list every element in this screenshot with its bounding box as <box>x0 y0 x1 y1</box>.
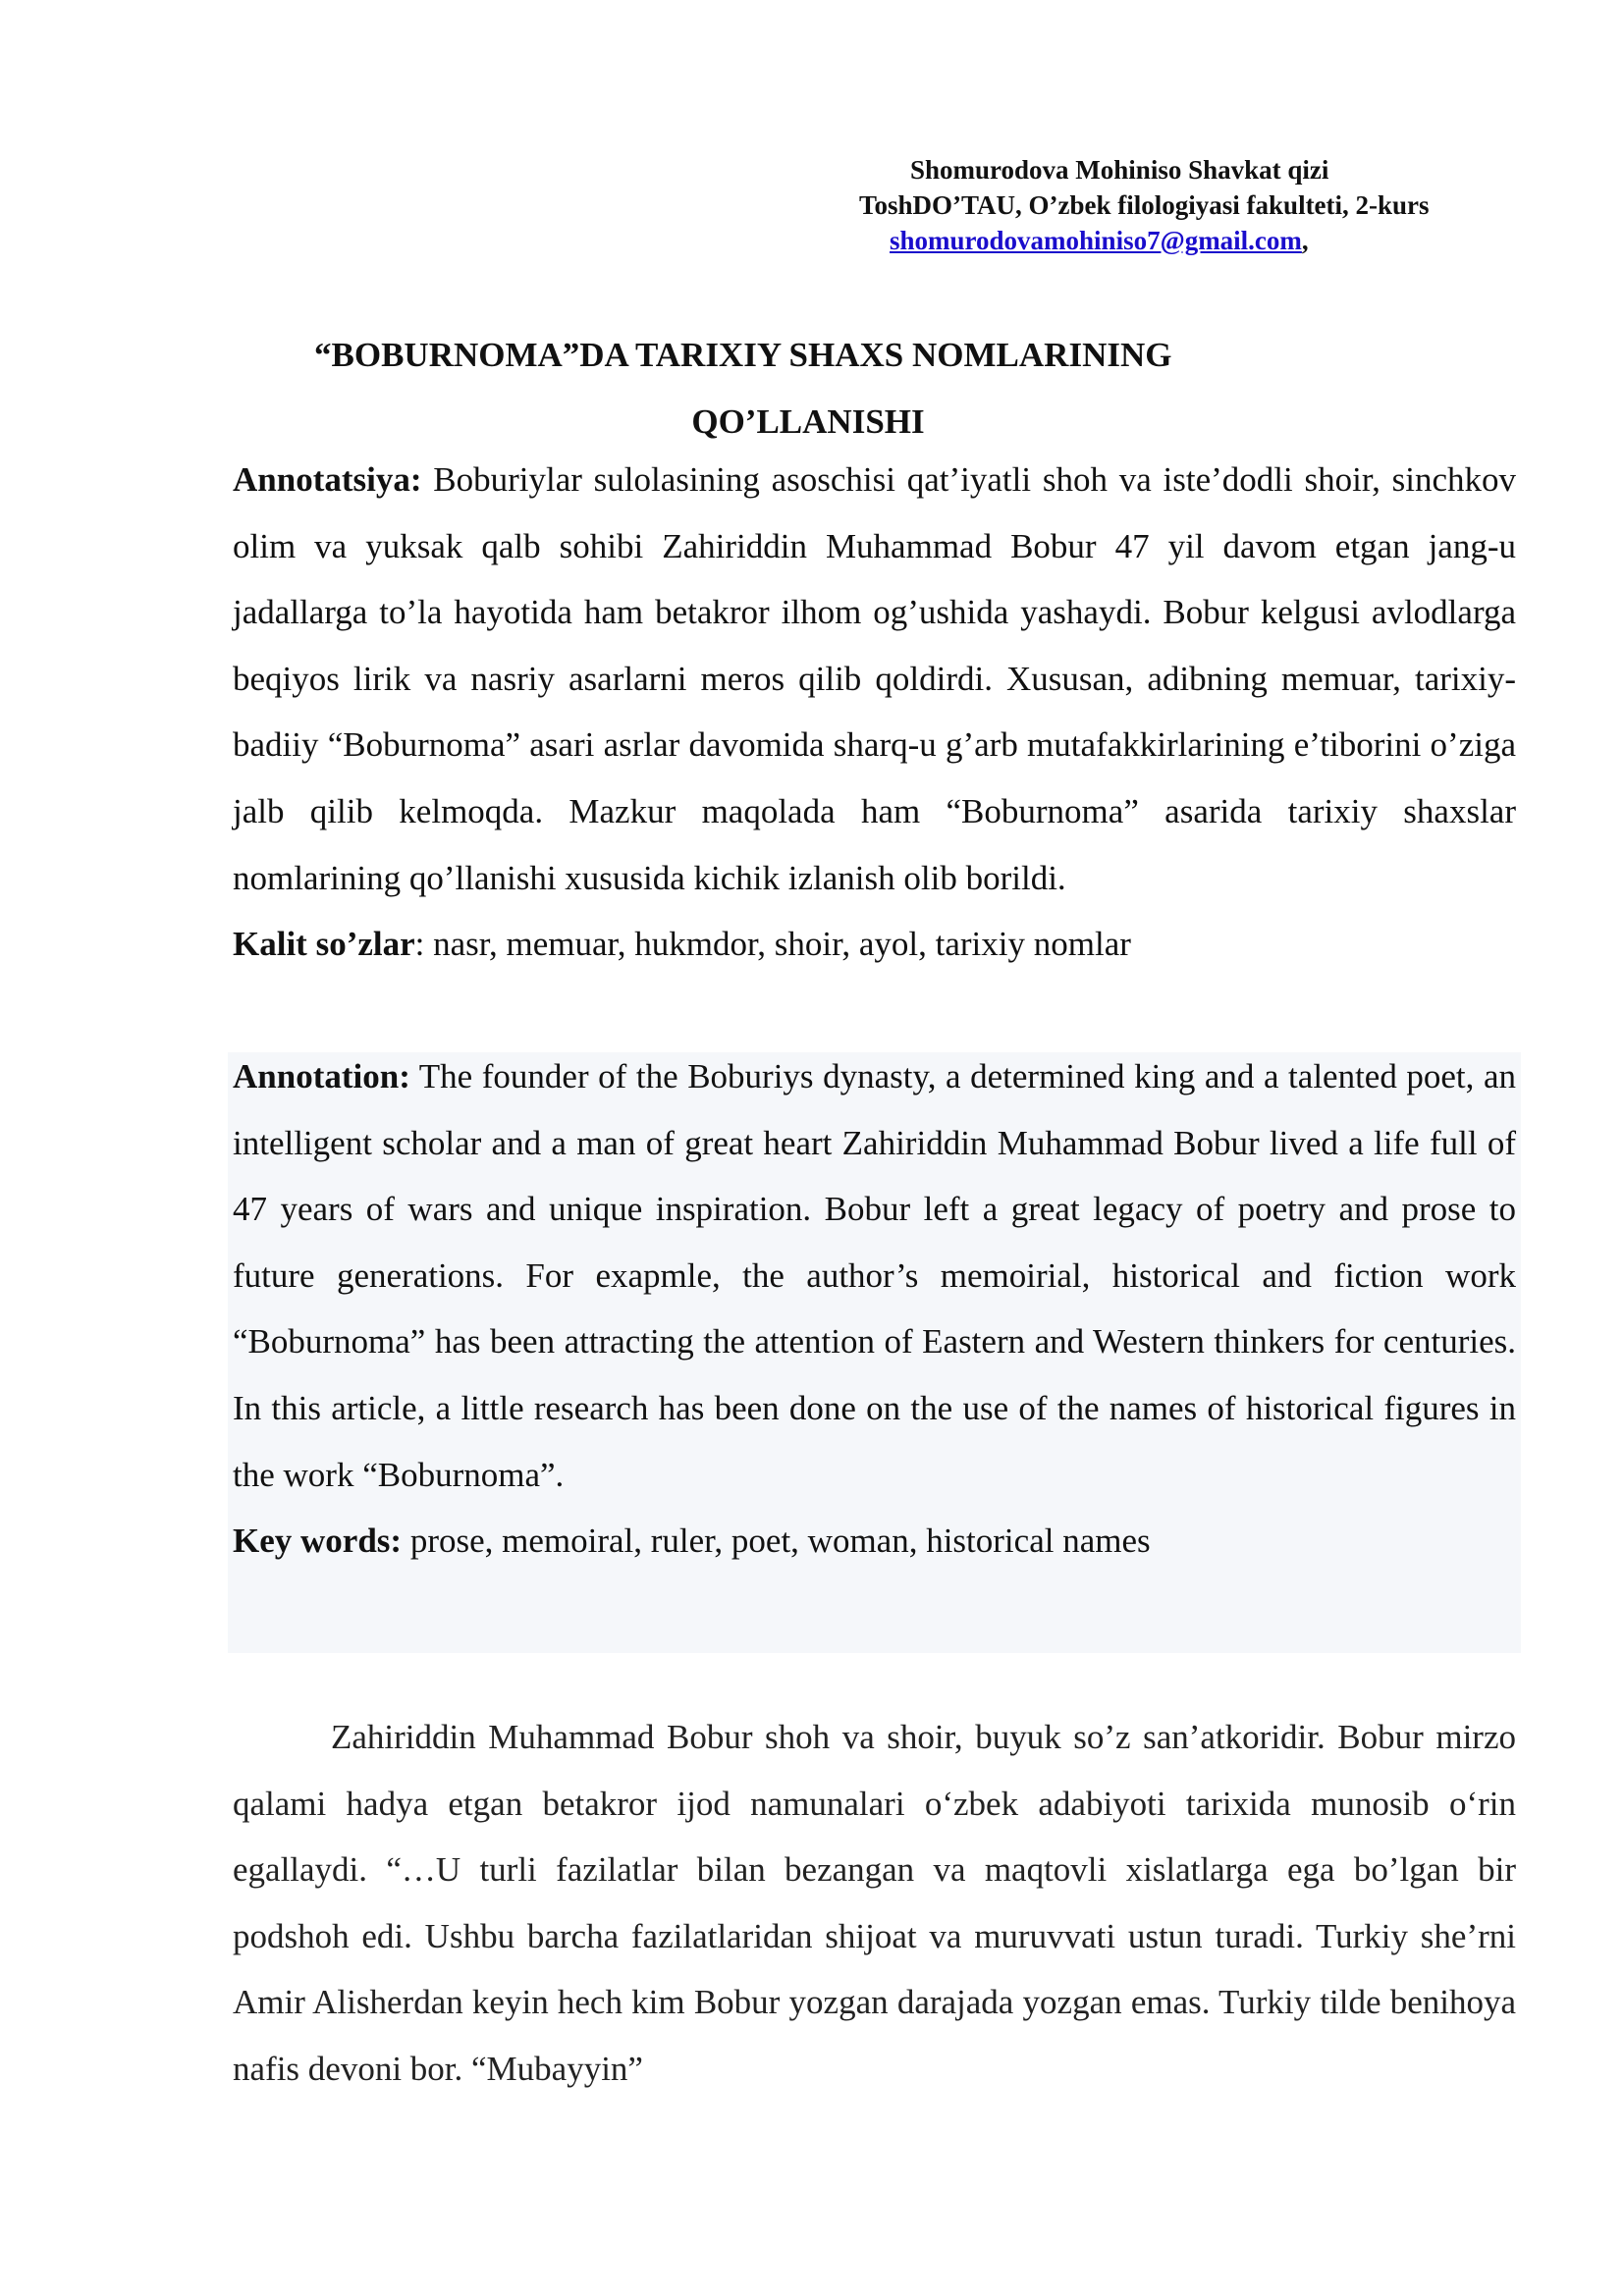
abstract-english <box>233 1043 1516 1508</box>
abstract-uzbek-section <box>233 447 1516 978</box>
article-title <box>234 322 1358 455</box>
abstract-uzbek <box>233 447 1516 911</box>
keywords-uzbek <box>233 911 1516 978</box>
keywords-uzbek-text: : nasr, memuar, hukmdor, shoir, ayol, tarixiy nomlar <box>414 925 1131 964</box>
keywords-uzbek-label: Kalit so’zlar <box>233 925 415 964</box>
abstract-english-text: The founder of the Boburiys dynasty, a determined king and a talented poet, an intelligent scholar and a man of great heart Zahiriddin Muhammad Bobur lived a life full of 47 years of wars and unique inspiration. Bobur left a great legacy of poetry and prose to future generations. For exapmle, the author’s memoirial, historical and fiction work “Boburnoma” has been attracting the attention of Eastern and Western thinkers for centuries. In this article, a little research has been done on the use of the names of historical figures in the work “Boburnoma”. <box>233 1057 1516 1494</box>
abstract-uzbek-label: Annotatsiya: <box>233 460 422 499</box>
author-affiliation: ToshDO’TAU, O’zbek filologiyasi fakulteti, 2-kurs <box>859 190 1430 220</box>
keywords-english-label: Key words: <box>233 1522 403 1561</box>
title-line-1: “BOBURNOMA”DA TARIXIY SHAXS NOMLARINING <box>314 336 1172 374</box>
main-paragraph-1: Zahiriddin Muhammad Bobur shoh va shoir, buyuk so’z san’atkoridir. Bobur mirzo qalami hadya etgan betakror ijod namunalari o‘zbek adabiyoti tarixida munosib o‘rin egallaydi. “…U turli fazilatlar bilan bezangan va maqtovli xislatlarga ega bo’lgan bir podshoh edi. Ushbu barcha fazilatlaridan shijoat va muruvvati ustun turadi. Turkiy she’rni Amir Alisherdan keyin hech kim Bobur yozgan darajada yozgan emas. Turkiy tilde benihoya nafis devoni bor. “Mubayyin” <box>233 1718 1516 2088</box>
main-body-section <box>233 1704 1516 2103</box>
author-name: Shomurodova Mohiniso Shavkat qizi <box>910 155 1329 185</box>
author-email-link[interactable]: shomurodovamohiniso7@gmail.com <box>890 226 1302 255</box>
email-suffix: , <box>1301 226 1309 255</box>
keywords-english <box>233 1508 1516 1575</box>
keywords-english-text: prose, memoiral, ruler, poet, woman, historical names <box>402 1522 1151 1561</box>
abstract-uzbek-text: Boburiylar sulolasining asoschisi qat’iyatli shoh va iste’dodli shoir, sinchkov olim va yuksak qalb sohibi Zahiriddin Muhammad Bobur 47 yil davom etgan jang-u jadallarga to’la hayotida ham betakror ilhom og’ushida yashaydi. Bobur kelgusi avlodlarga beqiyos lirik va nasriy asarlarni meros qilib qoldirdi. Xususan, adibning memuar, tarixiy-badiiy “Boburnoma” asari asrlar davomida sharq-u g’arb mutafakkirlarining e’tiborini o’ziga jalb qilib kelmoqda. Mazkur maqolada ham “Boburnoma” asarida tarixiy shaxslar nomlarining qo’llanishi xususida kichik izlanish olib borildi. <box>233 460 1516 897</box>
abstract-english-section <box>233 1043 1516 1575</box>
title-line-2: QO’LLANISHI <box>691 402 925 441</box>
author-email-line <box>854 223 1522 258</box>
author-block <box>854 152 1522 258</box>
abstract-english-label: Annotation: <box>233 1057 410 1095</box>
